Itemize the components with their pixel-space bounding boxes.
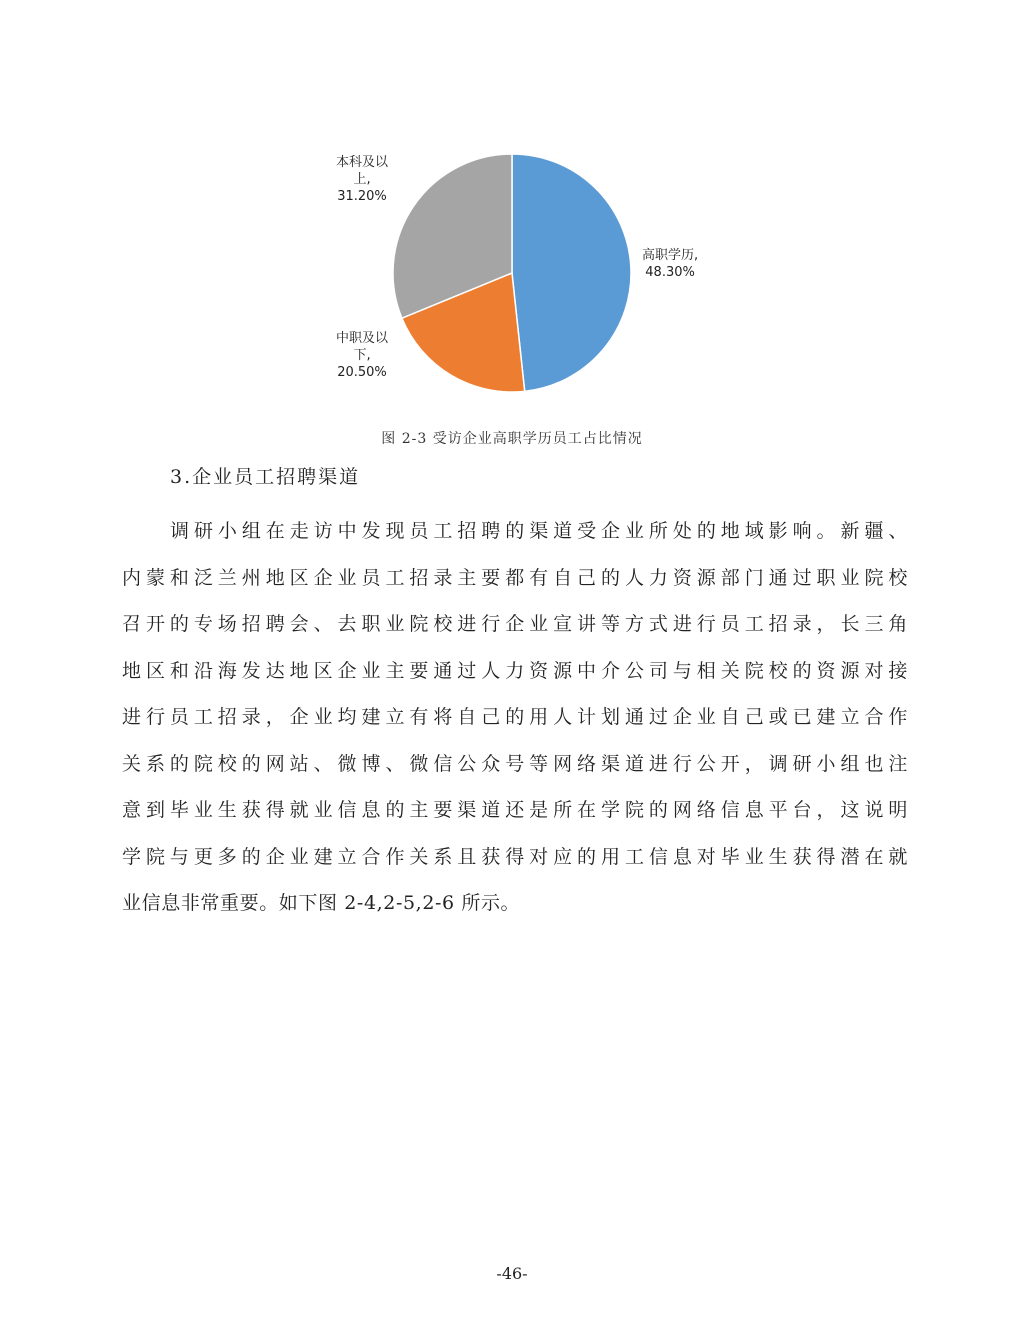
data-label-zhongzhi-name-1: 中职及以 [336,331,389,346]
paragraph-line: 内蒙和泛兰州地区企业员工招录主要都有自己的人力资源部门通过职业院校 [122,566,908,589]
data-label-benke [336,154,388,205]
data-label-benke-value: 31.20% [337,189,387,204]
paragraph-line: 关系的院校的网站、微博、微信公众号等网络渠道进行公开，调研小组也注 [122,752,908,775]
data-label-gaozhi-name: 高职学历, [642,248,699,263]
section-heading: 3.企业员工招聘渠道 [170,466,361,488]
paragraph-line: 业信息非常重要。如下图 2-4,2-5,2-6 所示。 [122,892,521,914]
data-label-zhongzhi-name-2: 下, [353,348,371,363]
paragraph-line: 学院与更多的企业建立合作关系且获得对应的用工信息对毕业生获得潜在就 [122,845,908,868]
data-label-zhongzhi-value: 20.50% [337,365,387,380]
data-label-zhongzhi [336,330,388,381]
pie-chart [300,140,740,410]
data-label-gaozhi-value: 48.30% [645,265,695,280]
paragraph-line: 调研小组在走访中发现员工招聘的渠道受企业所处的地域影响。新疆、 [170,520,908,542]
paragraph-line: 地区和沿海发达地区企业主要通过人力资源中介公司与相关院校的资源对接 [122,659,908,682]
data-label-gaozhi [642,247,698,281]
pie-slice-gaozhi [512,154,631,391]
page-number: -46- [496,1264,528,1283]
data-label-benke-name-2: 上, [353,172,371,187]
paragraph-line: 意到毕业生获得就业信息的主要渠道还是所在学院的网络信息平台，这说明 [122,799,908,821]
paragraph-line: 进行员工招录，企业均建立有将自己的用人计划通过企业自己或已建立合作 [122,706,908,728]
paragraph-line: 召开的专场招聘会、去职业院校进行企业宣讲等方式进行员工招录，长三角 [122,613,908,635]
data-label-benke-name-1: 本科及以 [336,155,389,170]
body-paragraph [122,508,908,927]
figure-caption: 图 2-3 受访企业高职学历员工占比情况 [381,431,643,447]
